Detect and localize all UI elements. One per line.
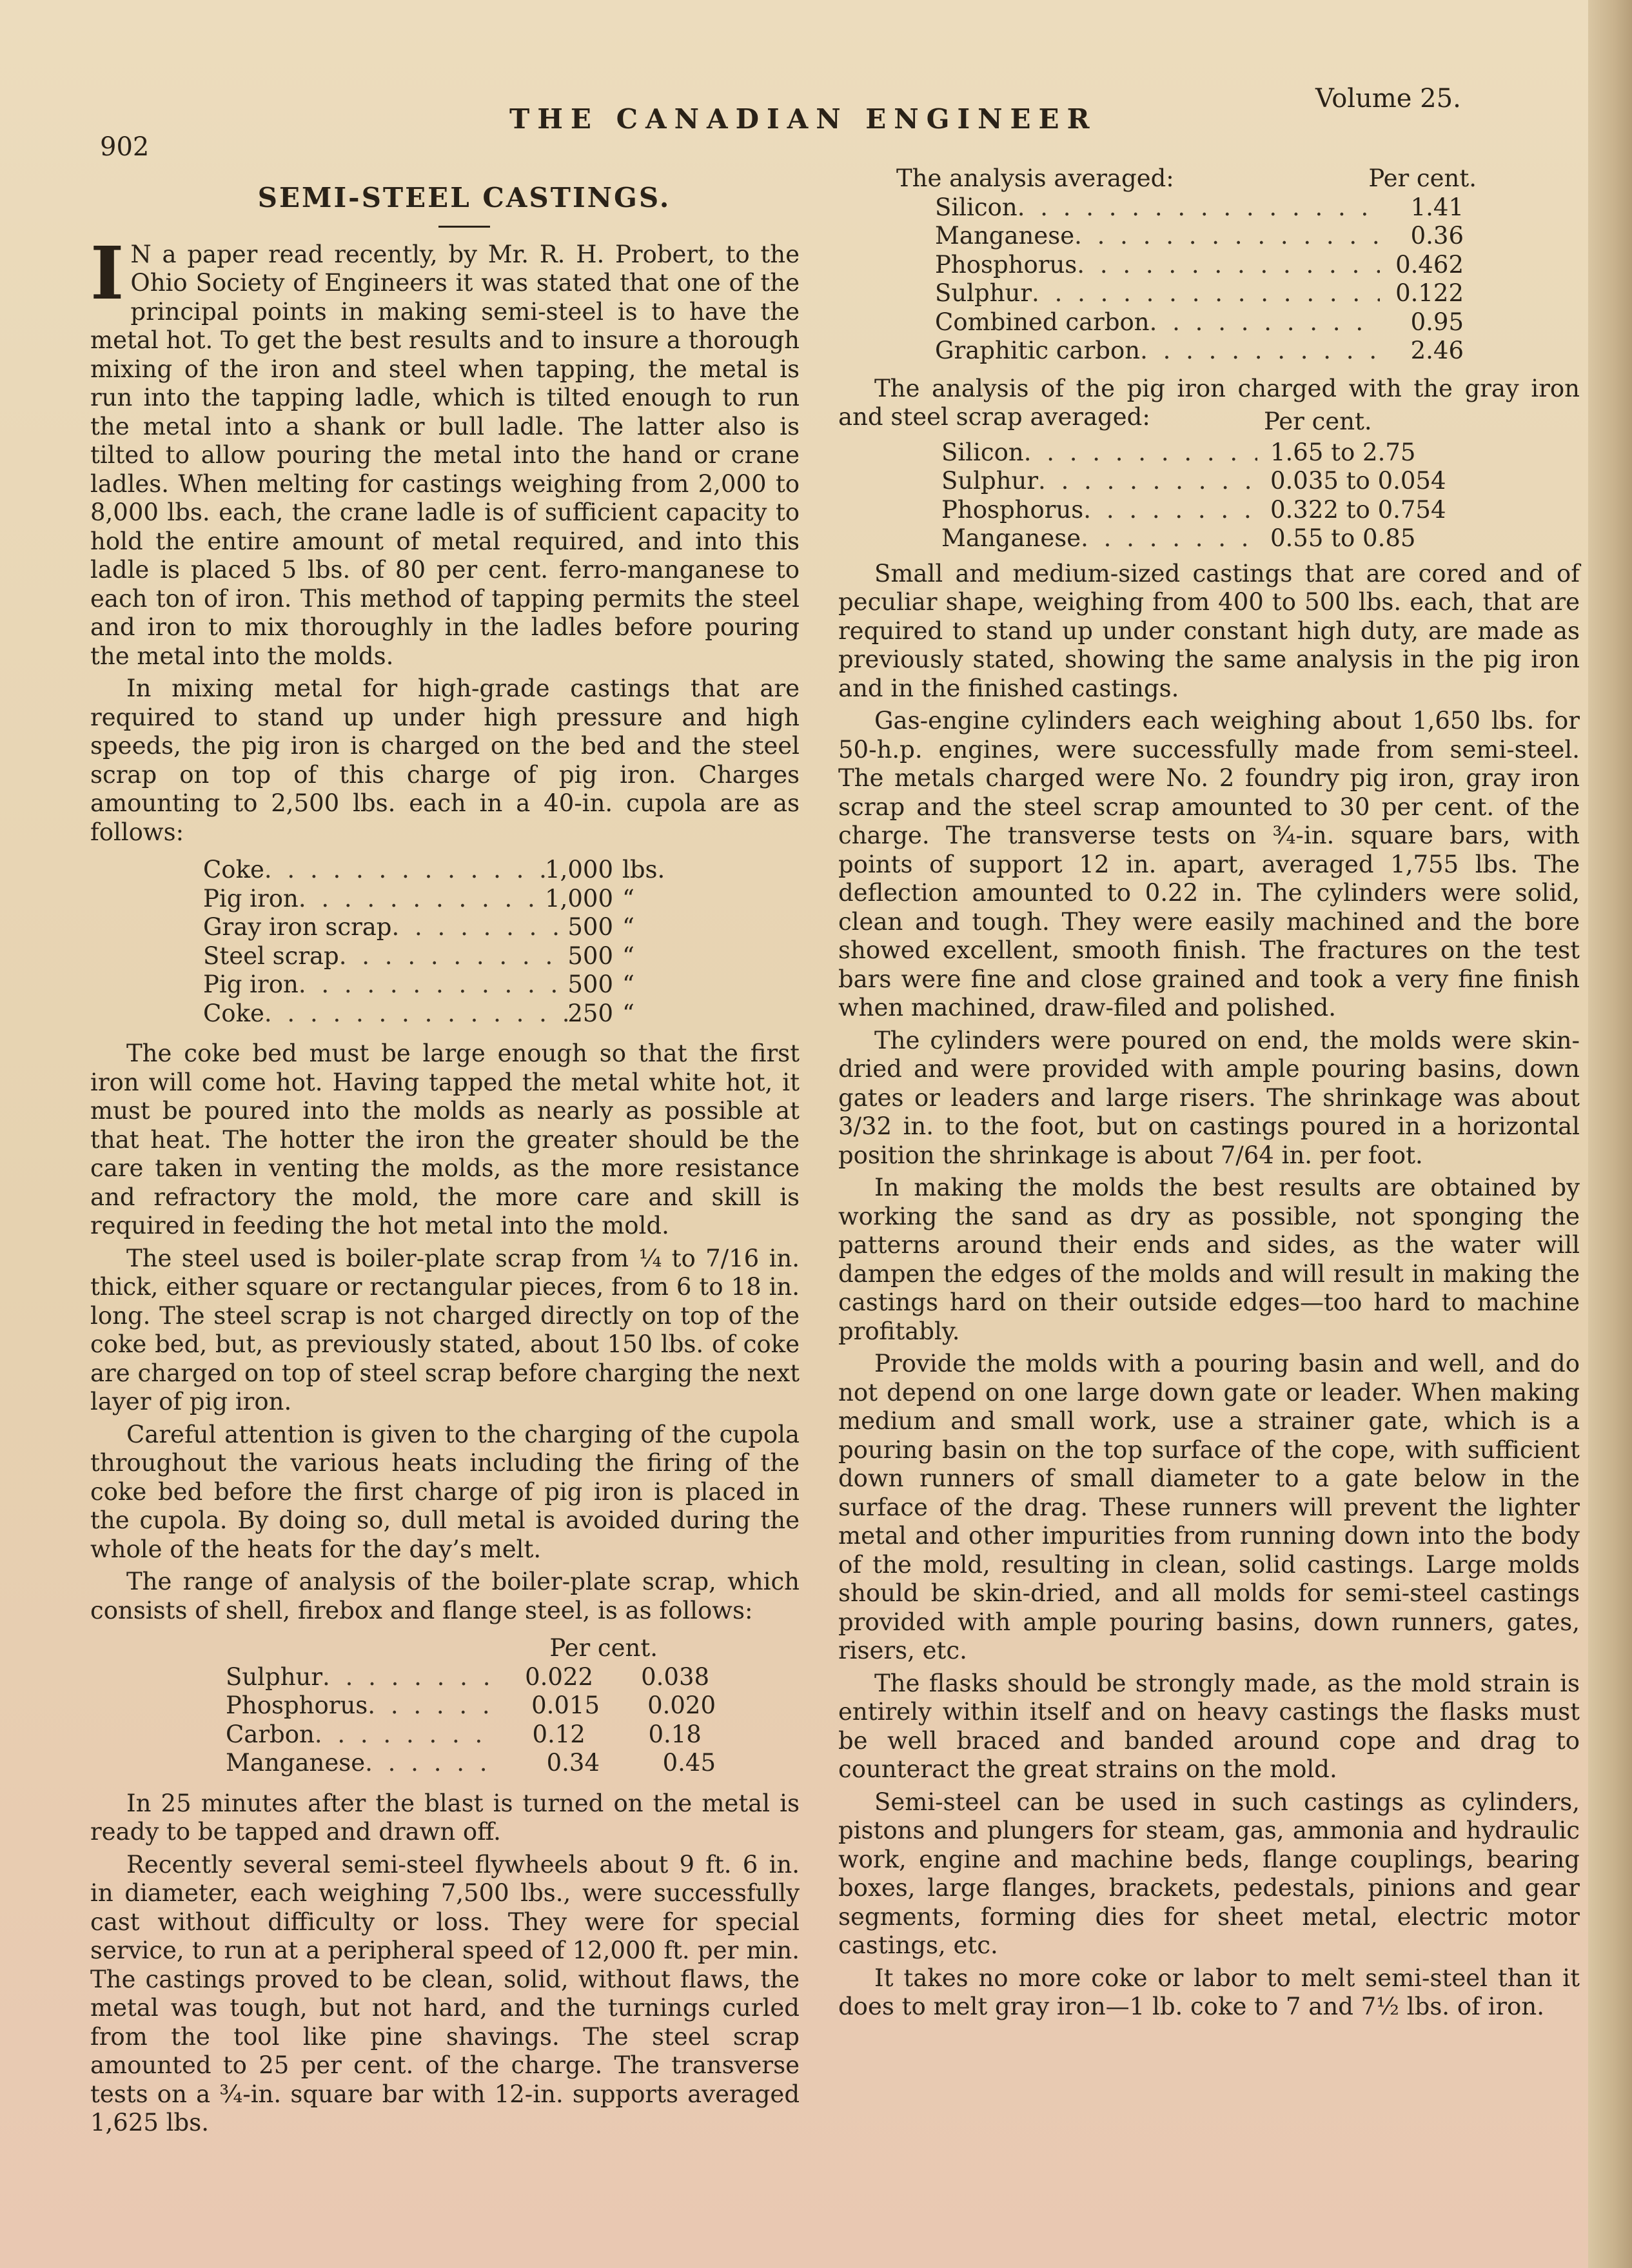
scrap-row: Carbon . . . 0.12 0.18 bbox=[226, 1721, 716, 1750]
volume-label: Volume 25. bbox=[1315, 84, 1461, 113]
analysis-row: Sulphur . . . 0.122 bbox=[935, 279, 1464, 308]
left-column bbox=[90, 184, 800, 2142]
title-rule bbox=[438, 226, 490, 228]
right-column bbox=[838, 164, 1580, 2026]
scrap-row: Manganese . . . 0.34 0.45 bbox=[226, 1749, 716, 1778]
page-number: 902 bbox=[100, 132, 150, 162]
right-paragraph-1: The analysis of the pig iron charged with the gray iron and steel scrap averaged: bbox=[838, 374, 1580, 431]
page-edge bbox=[1588, 0, 1632, 2268]
analysis-table bbox=[935, 193, 1464, 366]
right-paragraph-3: Gas-engine cylinders each weighing about 1,650 lbs. for 50-h.p. engines, were successfully made from semi-steel. The metals charged were No. 2 foundry pig iron, gray iron scrap and the steel scrap amounted to 30 per cent. of the charge. The transverse tests on ¾-in. square bars, with points of support 12 in. apart, averaged 1,755 lbs. The deflection amounted to 0.22 in. The cylinders were solid, clean and tough. They were easily machined and the bore showed excellent, smooth finish. The fractures on the test bars were fine and close grained and took a very fine finish when machined, draw-filed and polished. bbox=[838, 707, 1580, 1021]
charges-table bbox=[203, 856, 680, 1028]
pig-iron-table bbox=[941, 439, 1483, 553]
charges-row: Coke . . . 250 “ bbox=[203, 1000, 680, 1029]
analysis-row: Graphitic carbon . . . 2.46 bbox=[935, 337, 1464, 366]
analysis-intro: The analysis averaged: Per cent. bbox=[896, 164, 1477, 192]
paragraph-6: The range of analysis of the boiler-plate scrap, which consists of shell, firebox and flange steel, is as follows: bbox=[90, 1568, 800, 1624]
paragraph-1-text: N a paper read recently, by Mr. R. H. Probert, to the Ohio Society of Engineers it was stated that one of the principal points in making semi-steel is to have the metal hot. To get the best results and to insure a thorough mixing of the iron and steel when tapping, the metal is run into the tapping ladle, which is tilted enough to run the metal into a shank or bull ladle. The latter also is tilted to allow pouring the metal into the hand or crane ladles. When melting for castings weighing from 2,000 to 8,000 lbs. each, the crane ladle is of sufficient capacity to hold the entire amount of metal required, and into this ladle is placed 5 lbs. of 80 per cent. ferro-manganese to each ton of iron. This method of tapping permits the steel and iron to mix thoroughly in the ladles before pouring the metal into the molds. bbox=[90, 240, 800, 670]
right-paragraph-7: The flasks should be strongly made, as the mold strain is entirely within itself and on heavy castings the flasks must be well braced and banded around cope and drag to counteract the great strains on the mold. bbox=[838, 1669, 1580, 1783]
charges-row: Coke . . . 1,000 lbs. bbox=[203, 856, 680, 885]
analysis-header: Per cent. bbox=[1368, 164, 1477, 192]
paragraph-1 bbox=[90, 231, 800, 671]
right-paragraph-2: Small and medium-sized castings that are cored and of peculiar shape, weighing from 400 to 500 lbs. each, that are required to stand up under constant high duty, are made as previously stated, showing the same analysis in the pig iron and in the finished castings. bbox=[838, 559, 1580, 702]
paragraph-5: Careful attention is given to the charging of the cupola throughout the various heats including the firing of the coke bed before the first charge of pig iron is placed in the cupola. By doing so, dull metal is avoided during the whole of the heats for the day’s melt. bbox=[90, 1420, 800, 1563]
paragraph-7: In 25 minutes after the blast is turned on the metal is ready to be tapped and drawn off. bbox=[90, 1789, 800, 1846]
analysis-row: Phosphorus . . . 0.462 bbox=[935, 251, 1464, 280]
running-head: THE CANADIAN ENGINEER bbox=[509, 103, 1097, 135]
analysis-row: Silicon . . . 1.41 bbox=[935, 193, 1464, 222]
paragraph-4: The steel used is boiler-plate scrap from ¼ to 7/16 in. thick, either square or rectangular pieces, from 6 to 18 in. long. The steel scrap is not charged directly on top of the coke bed, but, as previously stated, about 150 lbs. of coke are charged on top of steel scrap before charging the next layer of pig iron. bbox=[90, 1244, 800, 1415]
right-paragraph-9: It takes no more coke or labor to melt semi-steel than it does to melt gray iron—1 lb. coke to 7 and 7½ lbs. of iron. bbox=[838, 1964, 1580, 2020]
right-paragraph-5: In making the molds the best results are obtained by working the sand as dry as possible, not sponging the patterns around their ends and sides, as the water will dampen the edges of the molds and will result in making the castings hard on their outside edges—too hard to machine profitably. bbox=[838, 1174, 1580, 1345]
paragraph-3: The coke bed must be large enough so that the first iron will come hot. Having tapped the metal white hot, it must be poured into the molds as nearly as possible at that heat. The hotter the iron the greater should be the care taken in venting the molds, as the more resistance and refractory the mold, the more care and skill is required in feeding the hot metal into the mold. bbox=[90, 1040, 800, 1239]
article-title: SEMI-STEEL CASTINGS. bbox=[257, 182, 671, 213]
scrap-row: Sulphur . . . 0.022 0.038 bbox=[226, 1663, 716, 1692]
charges-row: Pig iron . . . 500 “ bbox=[203, 971, 680, 1000]
paragraph-8: Recently several semi-steel flywheels about 9 ft. 6 in. in diameter, each weighing 7,500 lbs., were successfully cast without difficulty or loss. They were for special service, to run at a peripheral speed of 12,000 ft. per min. The castings proved to be clean, solid, without flaws, the metal was tough, but not hard, and the turnings curled from the tool like pine shavings. The steel scrap amounted to 25 per cent. of the charge. The transverse tests on a ¾-in. square bar with 12-in. supports averaged 1,625 lbs. bbox=[90, 1850, 800, 2136]
scrap-table bbox=[226, 1634, 716, 1778]
pig-row: Phosphorus . . . 0.322 to 0.754 bbox=[941, 496, 1483, 525]
right-paragraph-8: Semi-steel can be used in such castings as cylinders, pistons and plungers for steam, gas, ammonia and hydraulic work, engine and machine beds, flange couplings, bearing boxes, large flanges, brackets, pedestals, pinions and gear segments, forming dies for sheet metal, electric motor castings, etc. bbox=[838, 1788, 1580, 1959]
charges-row: Gray iron scrap . . . 500 “ bbox=[203, 913, 680, 942]
pig-row: Silicon . . . 1.65 to 2.75 bbox=[941, 439, 1483, 468]
scrap-header: Per cent. bbox=[549, 1634, 658, 1662]
analysis-row: Combined carbon . . . 0.95 bbox=[935, 308, 1464, 337]
drop-cap: I bbox=[90, 231, 124, 316]
pig-row: Sulphur . . . 0.035 to 0.054 bbox=[941, 467, 1483, 496]
right-paragraph-6: Provide the molds with a pouring basin and well, and do not depend on one large down gate or leader. When making medium and small work, use a strainer gate, which is a pouring basin on the top surface of the cope, with sufficient down runners of small diameter to a gate below in the surface of the drag. These runners will prevent the lighter metal and other impurities from running down into the body of the mold, resulting in clean, solid castings. Large molds should be skin-dried, and all molds for semi-steel castings provided with ample pouring basins, down runners, gates, risers, etc. bbox=[838, 1350, 1580, 1664]
right-paragraph-4: The cylinders were poured on end, the molds were skin-dried and were provided with ample pouring basins, down gates or leaders and large risers. The shrinkage was about 3/32 in. to the foot, but on castings poured in a horizontal position the shrinkage is about 7/64 in. per foot. bbox=[838, 1026, 1580, 1169]
pig-header: Per cent. bbox=[1264, 407, 1372, 435]
charges-row: Pig iron . . . 1,000 “ bbox=[203, 885, 680, 914]
pig-row: Manganese . . . 0.55 to 0.85 bbox=[941, 524, 1483, 553]
paragraph-2: In mixing metal for high-grade castings that are required to stand up under high pressure and high speeds, the pig iron is charged on the bed and the steel scrap on top of this charge of pig iron. Charges amounting to 2,500 lbs. each in a 40-in. cupola are as follows: bbox=[90, 675, 800, 846]
scrap-row: Phosphorus . . . 0.015 0.020 bbox=[226, 1691, 716, 1721]
charges-row: Steel scrap . . . 500 “ bbox=[203, 942, 680, 971]
analysis-row: Manganese . . . 0.36 bbox=[935, 222, 1464, 251]
